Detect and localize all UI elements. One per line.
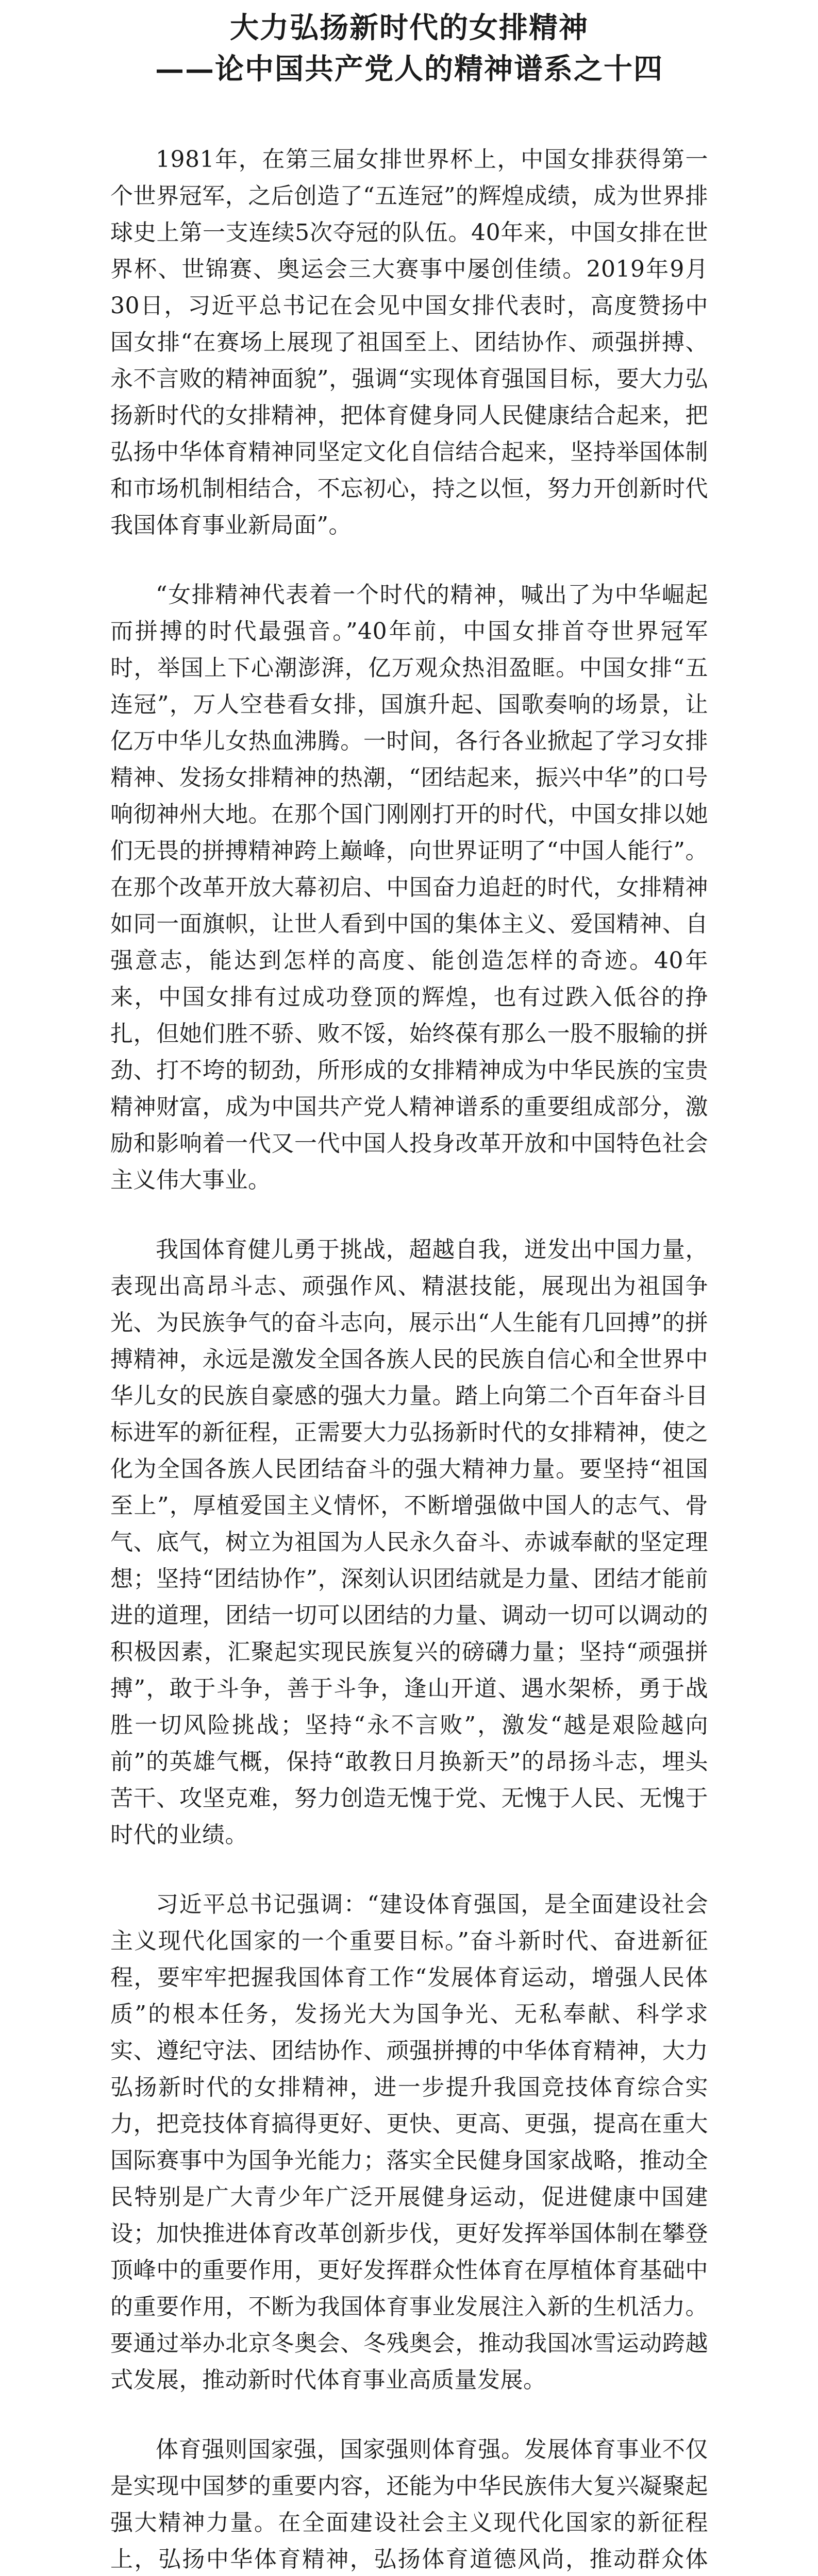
- article-subtitle: ——论中国共产党人的精神谱系之十四: [155, 52, 663, 86]
- paragraph: “女排精神代表着一个时代的精神，喊出了为中华崛起而拼搏的时代最强音。”40年前，中国女排首夺世界冠军时，举国上下心潮澎湃，亿万观众热泪盈眶。中国女排“五连冠”，万人空巷看女排，国旗升起、国歌奏响的场景，让亿万中华儿女热血沸腾。一时间，各行各业掀起了学习女排精神、发扬女排精神的热潮，“团结起来，振兴中华”的口号响彻神州大地。在那个国门刚刚打开的时代，中国女排以她们无畏的拼搏精神跨上巅峰，向世界证明了“中国人能行”。在那个改革开放大幕初启、中国奋力追赶的时代，女排精神如同一面旗帜，让世人看到中国的集体主义、爱国精神、自强意志，能达到怎样的高度、能创造怎样的奇迹。40年来，中国女排有过成功登顶的辉煌，也有过跌入低谷的挣扎，但她们胜不骄、败不馁，始终葆有那么一股不服输的拼劲、打不垮的韧劲，所形成的女排精神成为中华民族的宝贵精神财富，成为中国共产党人精神谱系的重要组成部分，激励和影响着一代又一代中国人投身改革开放和中国特色社会主义伟大事业。: [110, 582, 708, 1193]
- article: [110, 0, 708, 2576]
- article-body: [110, 141, 708, 2576]
- article-title: 大力弘扬新时代的女排精神: [230, 11, 589, 45]
- paragraph: 体育强则国家强，国家强则体育强。发展体育事业不仅是实现中国梦的重要内容，还能为中华民族伟大复兴凝聚起强大精神力量。在全面建设社会主义现代化国家的新征程上，弘扬中华体育精神，弘扬体育道德风尚，推动群众体: [110, 2436, 708, 2572]
- paragraph: 习近平总书记强调：“建设体育强国，是全面建设社会主义现代化国家的一个重要目标。”奋斗新时代、奋进新征程，要牢牢把握我国体育工作“发展体育运动，增强人民体质”的根本任务，发扬光大为国争光、无私奉献、科学求实、遵纪守法、团结协作、顽强拼搏的中华体育精神，大力弘扬新时代的女排精神，进一步提升我国竞技体育综合实力，把竞技体育搞得更好、更快、更高、更强，提高在重大国际赛事中为国争光能力；落实全民健身国家战略，推动全民特别是广大青少年广泛开展健身运动，促进健康中国建设；加快推进体育改革创新步伐，更好发挥举国体制在攀登顶峰中的重要作用，更好发挥群众性体育在厚植体育基础中的重要作用，不断为我国体育事业发展注入新的生机活力。要通过举办北京冬奥会、冬残奥会，推动我国冰雪运动跨越式发展，推动新时代体育事业高质量发展。: [110, 1891, 708, 2393]
- paragraph: 1981年，在第三届女排世界杯上，中国女排获得第一个世界冠军，之后创造了“五连冠”的辉煌成绩，成为世界排球史上第一支连续5次夺冠的队伍。40年来，中国女排在世界杯、世锦赛、奥运会三大赛事中屡创佳绩。2019年9月30日，习近平总书记在会见中国女排代表时，高度赞扬中国女排“在赛场上展现了祖国至上、团结协作、顽强拼搏、永不言败的精神面貌”，强调“实现体育强国目标，要大力弘扬新时代的女排精神，把体育健身同人民健康结合起来，把弘扬中华体育精神同坚定文化自信结合起来，坚持举国体制和市场机制相结合，不忘初心，持之以恒，努力开创新时代我国体育事业新局面”。: [110, 146, 708, 538]
- paragraph: 我国体育健儿勇于挑战，超越自我，迸发出中国力量，表现出高昂斗志、顽强作风、精湛技能，展现出为祖国争光、为民族争气的奋斗志向，展示出“人生能有几回搏”的拼搏精神，永远是激发全国各族人民的民族自信心和全世界中华儿女的民族自豪感的强大力量。踏上向第二个百年奋斗目标进军的新征程，正需要大力弘扬新时代的女排精神，使之化为全国各族人民团结奋斗的强大精神力量。要坚持“祖国至上”，厚植爱国主义情怀，不断增强做中国人的志气、骨气、底气，树立为祖国为人民永久奋斗、赤诚奉献的坚定理想；坚持“团结协作”，深刻认识团结就是力量、团结才能前进的道理，团结一切可以团结的力量、调动一切可以调动的积极因素，汇聚起实现民族复兴的磅礴力量；坚持“顽强拼搏”，敢于斗争，善于斗争，逢山开道、遇水架桥，勇于战胜一切风险挑战；坚持“永不言败”，激发“越是艰险越向前”的英雄气概，保持“敢教日月换新天”的昂扬斗志，埋头苦干、攻坚克难，努力创造无愧于党、无愧于人民、无愧于时代的业绩。: [110, 1236, 708, 1848]
